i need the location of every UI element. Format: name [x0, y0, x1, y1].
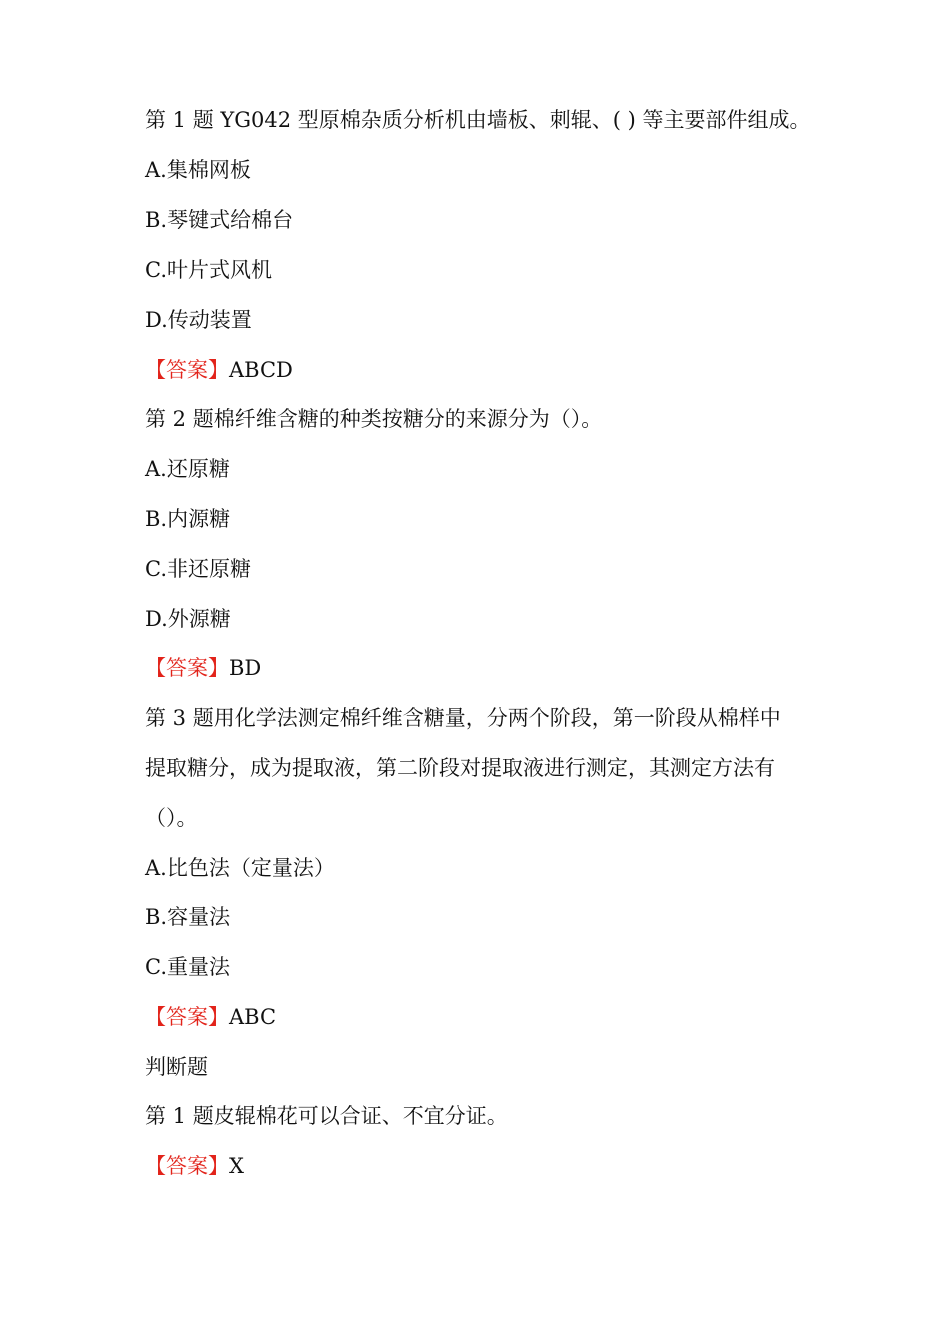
- answer-value: BD: [229, 656, 262, 680]
- answer-label: 【答案】: [145, 656, 229, 680]
- question-2-stem: 第 2 题棉纤维含糖的种类按糖分的来源分为（）。: [145, 407, 603, 431]
- question-1-answer: [145, 357, 825, 383]
- answer-label: 【答案】: [145, 1154, 229, 1178]
- question-2-option-c: C.非还原糖: [145, 557, 251, 581]
- question-3-option-c: C.重量法: [145, 955, 230, 979]
- question-2-answer: [145, 655, 825, 681]
- judgment-1-answer: [145, 1153, 825, 1179]
- question-1-option-a: A.集棉网板: [145, 158, 251, 182]
- question-3-answer: [145, 1004, 825, 1030]
- question-1-stem: 第 1 题 YG042 型原棉杂质分析机由墙板、刺辊、( ) 等主要部件组成。: [145, 108, 811, 132]
- question-3-option-a: A.比色法（定量法）: [145, 856, 335, 880]
- answer-value: ABC: [229, 1005, 277, 1029]
- question-2-option-a: A.还原糖: [145, 457, 230, 481]
- question-1-option-c: C.叶片式风机: [145, 258, 272, 282]
- question-1-option-d: D.传动装置: [145, 308, 252, 332]
- answer-label: 【答案】: [145, 358, 229, 382]
- answer-value: ABCD: [229, 358, 293, 382]
- question-2-option-b: B.内源糖: [145, 507, 231, 531]
- question-3-stem-line-3: （）。: [145, 806, 198, 830]
- question-2-option-d: D.外源糖: [145, 607, 231, 631]
- section-title: 判断题: [145, 1055, 208, 1079]
- question-3-stem-line-2: 提取糖分，成为提取液，第二阶段对提取液进行测定，其测定方法有: [145, 756, 775, 780]
- question-1-option-b: B.琴键式给棉台: [145, 208, 294, 232]
- answer-label: 【答案】: [145, 1005, 229, 1029]
- answer-value: X: [229, 1154, 244, 1178]
- question-3-option-b: B.容量法: [145, 905, 231, 929]
- judgment-1-stem: 第 1 题皮辊棉花可以合证、不宜分证。: [145, 1104, 508, 1128]
- question-3-stem-line-1: 第 3 题用化学法测定棉纤维含糖量，分两个阶段，第一阶段从棉样中: [145, 706, 781, 730]
